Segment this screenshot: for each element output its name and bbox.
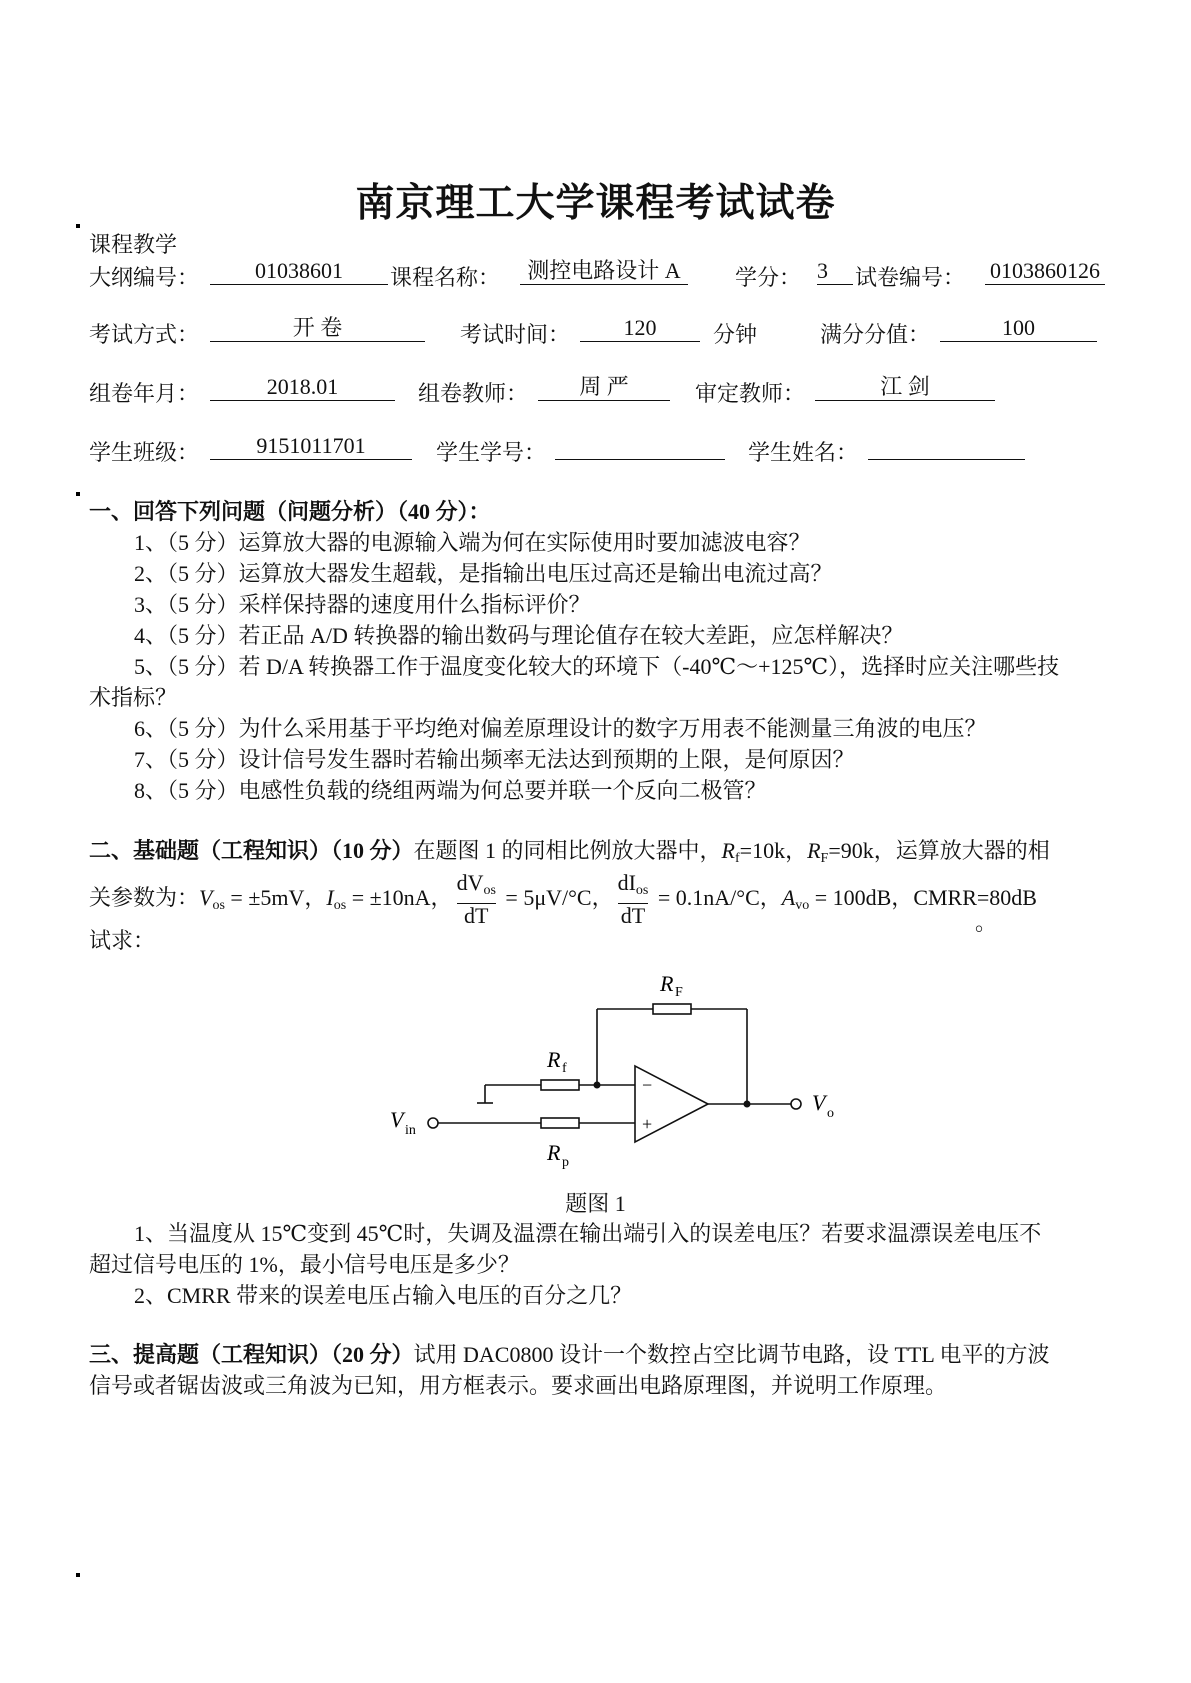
- fraction-numerator: dI: [617, 870, 636, 896]
- vin-label-sub: in: [405, 1123, 416, 1138]
- exam-time-label: 考试时间：: [460, 322, 571, 347]
- ios-symbol: I: [326, 885, 334, 910]
- vo-label: V: [812, 1090, 826, 1115]
- exam-mode-field: 开 卷: [210, 315, 425, 342]
- rF-symbol: R: [807, 838, 821, 863]
- vo-label-sub: o: [827, 1106, 834, 1121]
- fraction-denominator: dT: [620, 903, 646, 929]
- intro-text: 在题图 1 的同相比例放大器中，: [413, 838, 722, 863]
- fraction-denominator: dT: [464, 903, 489, 929]
- class-field: 9151011701: [210, 433, 412, 460]
- syllabus-no-label: 大纲编号：: [89, 265, 200, 290]
- full-score-field: 100: [940, 315, 1097, 342]
- dios-value: = 0.1nA/°C，: [652, 885, 782, 910]
- question: 7、（5 分）设计信号发生器时若输出频率无法达到预期的上限，是何原因？: [134, 747, 855, 772]
- vos-subscript: os: [212, 898, 225, 913]
- reviewer-field: 江 剑: [815, 374, 995, 401]
- reviewer-label: 审定教师：: [695, 381, 806, 406]
- dvos-value: = 5μV/°C，: [499, 885, 614, 910]
- figure-caption: 题图 1: [565, 1191, 626, 1216]
- avo-symbol: A: [781, 885, 796, 910]
- junction-node: [744, 1101, 751, 1108]
- section-3-text: 试用 DAC0800 设计一个数控占空比调节电路，设 TTL 电平的方波: [413, 1342, 1050, 1367]
- vin-label: V: [390, 1107, 404, 1132]
- rf-label-sub: f: [562, 1061, 567, 1076]
- question-continuation: 术指标？: [89, 685, 178, 710]
- paper-no-field: 0103860126: [985, 258, 1105, 285]
- section-1-heading: 一、回答下列问题（问题分析）（40 分）：: [89, 499, 491, 524]
- credits-field: 3: [817, 258, 853, 285]
- question: 8、（5 分）电感性负载的绕组两端为何总要并联一个反向二极管？: [134, 778, 767, 803]
- rF-label: R: [660, 971, 674, 996]
- minus-input-label: −: [642, 1075, 653, 1095]
- question-continuation: 超过信号电压的 1%，最小信号电压是多少？: [89, 1252, 520, 1277]
- rF-subscript: F: [820, 851, 829, 866]
- exam-mode-label: 考试方式：: [89, 322, 200, 347]
- vo-terminal-icon: [791, 1099, 801, 1109]
- question: 1、当温度从 15℃变到 45℃时，失调及温漂在输出端引入的误差电压？若要求温漂误差电压不: [134, 1221, 1042, 1246]
- syllabus-no-field: 01038601: [210, 258, 388, 285]
- rp-label: R: [547, 1140, 561, 1165]
- student-name-label: 学生姓名：: [748, 440, 859, 465]
- section-2-heading: 二、基础题（工程知识）（10 分）: [89, 838, 414, 863]
- circuit-diagram-noninverting-amplifier: [380, 960, 860, 1190]
- avo-value: = 100dB，: [809, 885, 914, 910]
- resistor-rf: [541, 1080, 579, 1090]
- margin-mark: [76, 492, 80, 496]
- section-2-prompt: 试求：: [89, 928, 156, 953]
- class-label: 学生班级：: [89, 440, 200, 465]
- question: 6、（5 分）为什么采用基于平均绝对偏差原理设计的数字万用表不能测量三角波的电压？: [134, 716, 987, 741]
- course-name-field: 测控电路设计 A: [520, 258, 688, 285]
- rf-subscript: f: [734, 851, 740, 866]
- ios-subscript: os: [333, 898, 347, 913]
- question: 2、（5 分）运算放大器发生超载，是指输出电压过高还是输出电流过高？: [134, 561, 833, 586]
- resistor-rF: [653, 1004, 691, 1014]
- question: 5、（5 分）若 D/A 转换器工作于温度变化较大的环境下（-40℃～+125℃），选择时应关注哪些技: [134, 654, 1060, 679]
- rf-value: =10k，: [739, 838, 808, 863]
- composer-field: 周 严: [538, 374, 670, 401]
- params-prefix: 关参数为：: [89, 885, 200, 910]
- student-id-label: 学生学号：: [436, 440, 547, 465]
- margin-mark: [76, 1573, 80, 1577]
- course-teaching-label: 课程教学: [89, 232, 178, 257]
- section-2-intro: [89, 836, 1132, 874]
- question: 1、（5 分）运算放大器的电源输入端为何在实际使用时要加滤波电容？: [134, 530, 811, 555]
- period-mark: 。: [975, 910, 998, 935]
- credits-label: 学分：: [735, 265, 802, 290]
- cmrr-value: CMRR=80dB: [913, 885, 1037, 910]
- section-3-line: [89, 1340, 1132, 1370]
- plus-input-label: +: [642, 1114, 653, 1134]
- rf-label: R: [547, 1047, 561, 1072]
- course-name-label: 课程名称：: [390, 265, 501, 290]
- fraction-subscript: os: [635, 883, 649, 899]
- full-score-label: 满分分值：: [820, 322, 931, 347]
- paper-no-label: 试卷编号：: [855, 265, 966, 290]
- rF-value: =90k，运算放大器的相: [828, 838, 1050, 863]
- question: 4、（5 分）若正品 A/D 转换器的输出数码与理论值存在较大差距，应怎样解决？: [134, 623, 904, 648]
- composer-label: 组卷教师：: [418, 381, 529, 406]
- student-id-field[interactable]: [555, 433, 725, 460]
- rp-label-sub: p: [562, 1155, 569, 1170]
- resistor-rp: [541, 1118, 579, 1128]
- dvos-dt-fraction: [457, 871, 496, 928]
- section-3-text-continuation: 信号或者锯齿波或三角波为已知，用方框表示。要求画出电路原理图，并说明工作原理。: [89, 1373, 948, 1398]
- junction-node: [594, 1082, 601, 1089]
- question: 3、（5 分）采样保持器的速度用什么指标评价？: [134, 592, 591, 617]
- dios-dt-fraction: [618, 871, 649, 928]
- section-3-heading: 三、提高题（工程知识）（20 分）: [89, 1342, 414, 1367]
- question: 2、CMRR 带来的误差电压占输入电压的百分之几？: [134, 1283, 633, 1308]
- vos-value: = ±5mV，: [224, 885, 327, 910]
- avo-subscript: vo: [795, 898, 810, 913]
- compose-date-label: 组卷年月：: [89, 381, 200, 406]
- vos-symbol: V: [199, 885, 213, 910]
- student-name-field[interactable]: [868, 433, 1025, 460]
- vin-terminal-icon: [428, 1118, 438, 1128]
- exam-time-field: 120: [580, 315, 700, 342]
- rF-label-sub: F: [675, 985, 683, 1000]
- compose-date-field: 2018.01: [210, 374, 395, 401]
- page-title: 南京理工大学课程考试试卷: [355, 182, 836, 225]
- fraction-numerator: dV: [456, 870, 484, 896]
- rf-symbol: R: [721, 838, 735, 863]
- minutes-label: 分钟: [713, 322, 758, 347]
- ios-value: = ±10nA，: [346, 885, 453, 910]
- fraction-subscript: os: [483, 883, 496, 899]
